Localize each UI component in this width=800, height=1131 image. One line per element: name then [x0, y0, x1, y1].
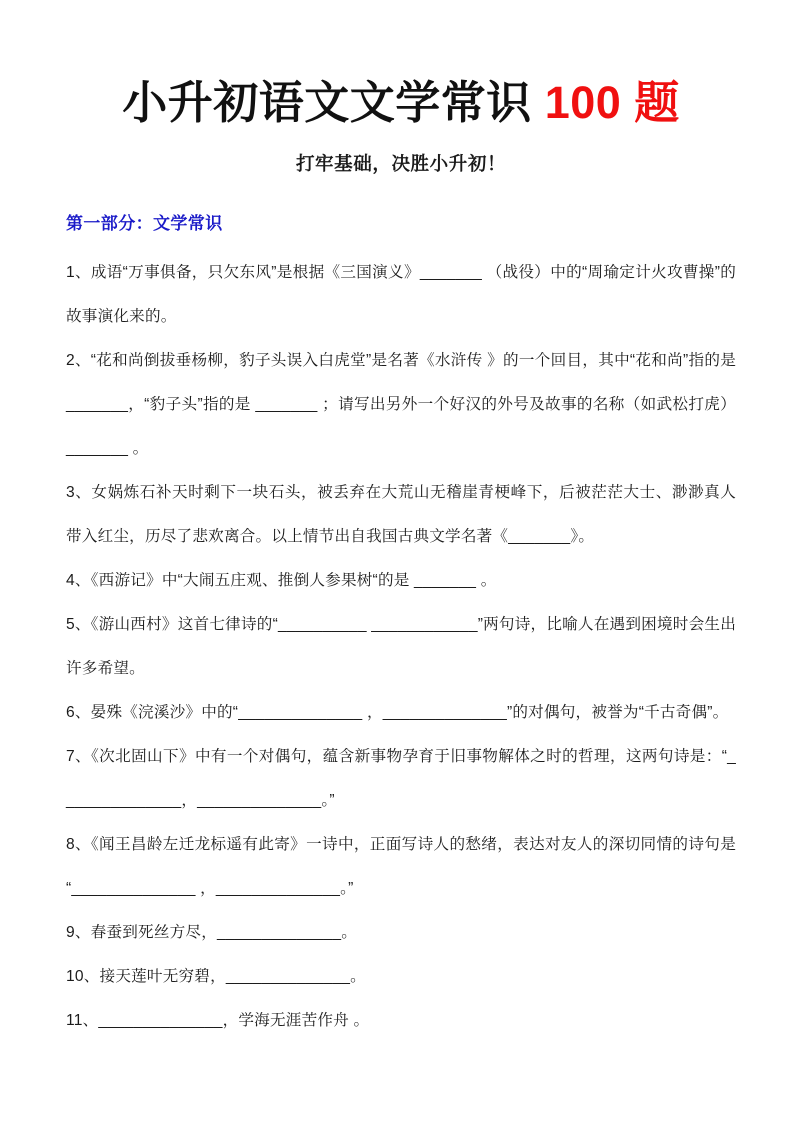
page-subtitle: 打牢基础，决胜小升初！ [295, 153, 507, 175]
page-title-count: 100 题 [544, 77, 680, 128]
page-title-primary: 小升初语文文学常识 [122, 77, 532, 128]
question-item: 3、女娲炼石补天时剩下一块石头，被丢弃在大荒山无稽崖青梗峰下，后被茫茫大士、渺渺真人带入红尘，历尽了悲欢离合。以上情节出自我国古典文学名著《_______》。 [66, 484, 736, 546]
question-item: 8、《闻王昌龄左迁龙标遥有此寄》一诗中，正面写诗人的愁绪，表达对友人的深切同情的诗句是“______________ ，______________。” [66, 836, 736, 898]
document-body [66, 0, 736, 1043]
question-item: 1、成语“万事俱备，只欠东风”是根据《三国演义》_______ （战役）中的“周瑜定计火攻曹操”的故事演化来的。 [66, 264, 736, 326]
question-item: 9、春蚕到死丝方尽，______________。 [66, 924, 358, 942]
question-item: 11、______________，学海无涯苦作舟 。 [66, 1012, 370, 1030]
page-title [66, 78, 736, 128]
question-item: 6、晏殊《浣溪沙》中的“______________ ，______________”的对偶句，被誉为“千古奇偶”。 [66, 704, 729, 722]
section-heading: 第一部分：文学常识 [66, 214, 223, 234]
question-item: 10、接天莲叶无穷碧，______________。 [66, 968, 366, 986]
question-item: 2、“花和尚倒拔垂杨柳，豹子头误入白虎堂”是名著《水浒传 》的一个回目，其中“花和尚”指的是_______，“豹子头”指的是 _______ ；请写出另外一个好汉的外号及故事的名称（如武松打虎） _______ 。 [66, 352, 736, 458]
title-block [66, 0, 736, 175]
question-list [66, 234, 736, 1043]
question-item: 5、《游山西村》这首七律诗的“__________ ____________”两句诗，比喻人在遇到困境时会生出许多希望。 [66, 616, 736, 678]
question-item: 4、《西游记》中“大闹五庄观、推倒人参果树“的是 _______ 。 [66, 572, 497, 590]
question-item: 7、《次北固山下》中有一个对偶句，蕴含新事物孕育于旧事物解体之时的哲理，这两句诗是：“______________，______________。” [66, 748, 736, 810]
